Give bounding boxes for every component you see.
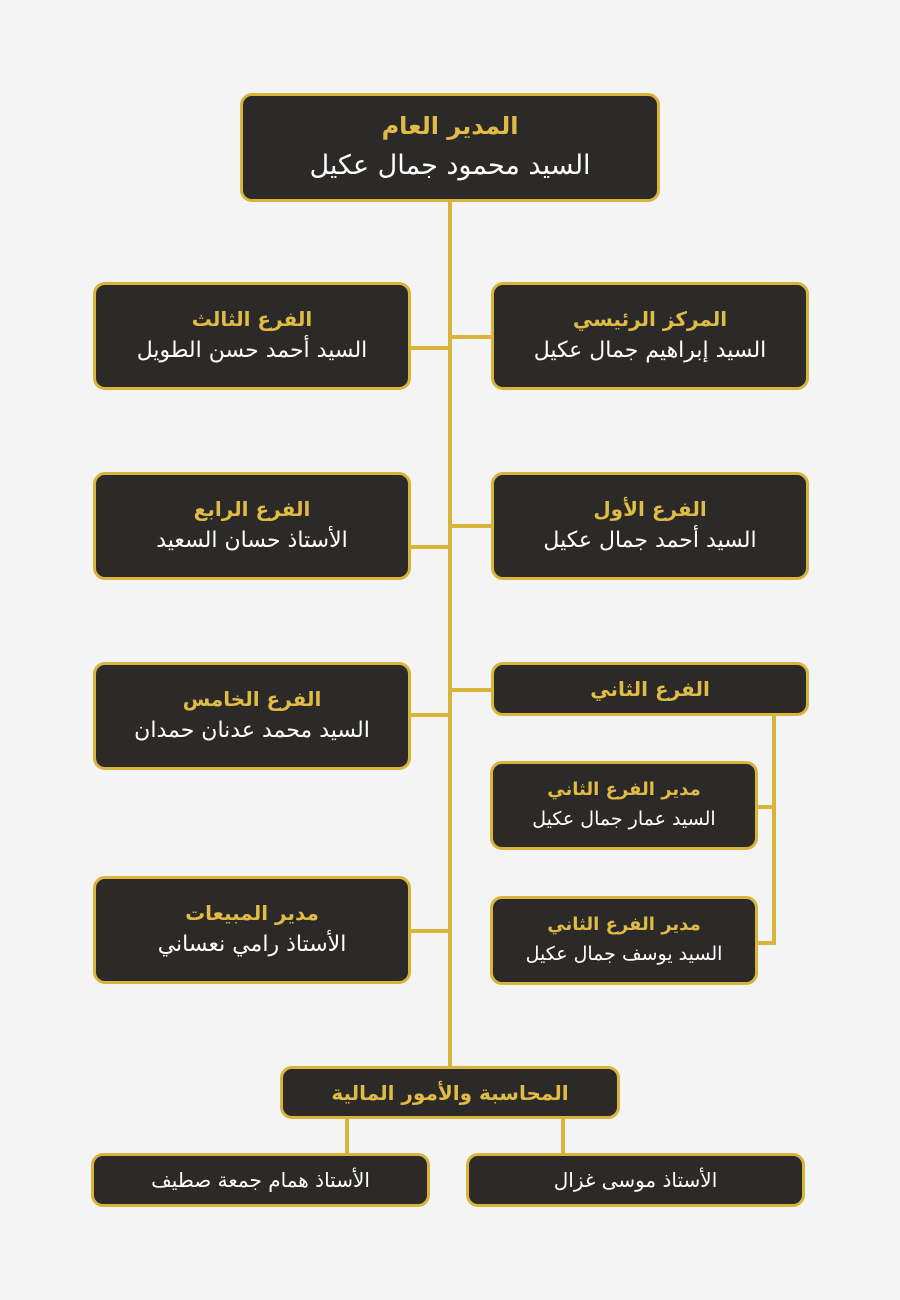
connector-accountant-right (561, 1117, 565, 1155)
general-manager-title: المدير العام (381, 111, 519, 140)
branch-2-manager-a-title: مدير الفرع الثاني (547, 779, 701, 801)
connector-branch-4 (409, 545, 450, 549)
accountant-right-box (466, 1153, 805, 1207)
main-center-name: السيد إبراهيم جمال عكيل (533, 337, 767, 363)
branch-2-title: الفرع الثاني (590, 677, 710, 701)
branch-2-box (491, 662, 809, 716)
branch-2-manager-b-box (490, 896, 758, 985)
branch-5-box (93, 662, 411, 770)
branch-3-name: السيد أحمد حسن الطويل (136, 337, 368, 363)
branch-3-title: الفرع الثالث (191, 306, 313, 331)
sales-manager-title: مدير المبيعات (185, 900, 319, 925)
branch-5-name: السيد محمد عدنان حمدان (134, 717, 370, 743)
accountant-left-box (91, 1153, 430, 1207)
sales-manager-name: الأستاذ رامي نعساني (157, 931, 347, 957)
branch-2-manager-a-box (490, 761, 758, 850)
connector-branch-2-manager-a (756, 805, 776, 809)
branch-2-bracket-vertical (772, 714, 776, 945)
connector-sales-manager (409, 929, 450, 933)
branch-2-manager-a-name: السيد عمار جمال عكيل (532, 807, 716, 830)
accounting-title: المحاسبة والأمور المالية (331, 1080, 569, 1105)
general-manager-name: السيد محمود جمال عكيل (309, 150, 591, 182)
branch-2-manager-b-name: السيد يوسف جمال عكيل (525, 942, 723, 965)
accountant-right-name: الأستاذ موسى غزال (553, 1168, 718, 1192)
connector-accountant-left (345, 1117, 349, 1155)
main-center-box (491, 282, 809, 390)
sales-manager-box (93, 876, 411, 984)
branch-4-title: الفرع الرابع (193, 496, 311, 521)
connector-branch-3 (409, 346, 450, 350)
accounting-box (280, 1066, 620, 1119)
branch-1-box (491, 472, 809, 580)
connector-branch-2 (450, 688, 493, 692)
main-center-title: المركز الرئيسي (572, 306, 728, 331)
connector-branch-1 (450, 524, 493, 528)
branch-4-box (93, 472, 411, 580)
branch-5-title: الفرع الخامس (182, 686, 322, 711)
branch-1-title: الفرع الأول (593, 496, 707, 521)
connector-branch-2-manager-b (756, 941, 776, 945)
trunk-line (448, 200, 452, 1068)
branch-1-name: السيد أحمد جمال عكيل (543, 527, 757, 553)
connector-branch-5 (409, 713, 450, 717)
branch-3-box (93, 282, 411, 390)
connector-main-center (450, 335, 493, 339)
accountant-left-name: الأستاذ همام جمعة صطيف (151, 1168, 370, 1192)
branch-4-name: الأستاذ حسان السعيد (156, 527, 348, 553)
branch-2-manager-b-title: مدير الفرع الثاني (547, 914, 701, 936)
general-manager-box (240, 93, 660, 202)
